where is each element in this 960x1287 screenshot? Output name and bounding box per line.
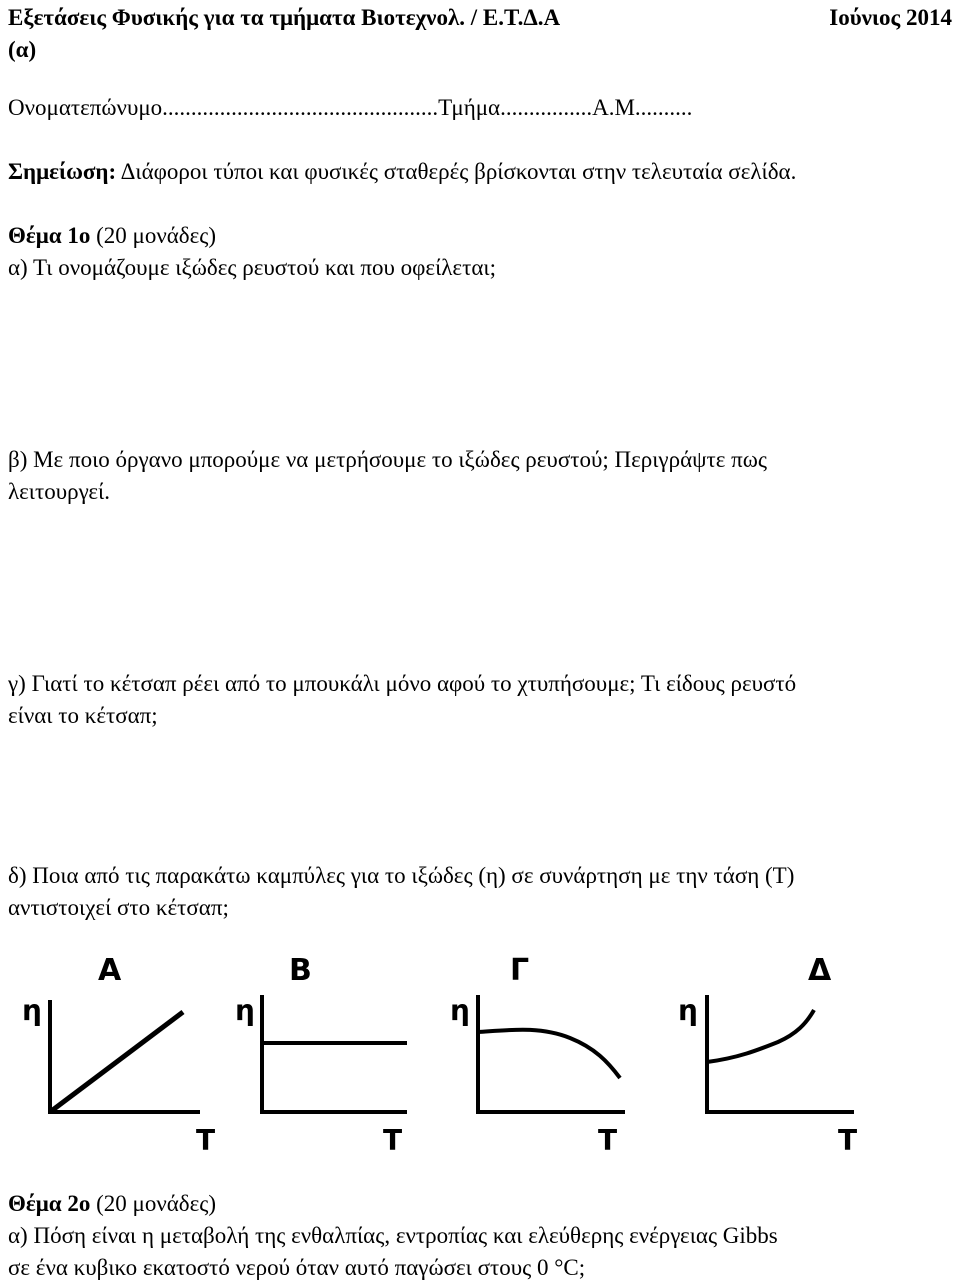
graph-a (0, 950, 220, 1160)
graph-d (668, 950, 868, 1160)
topic1-question-d-line2: αντιστοιχεί στο κέτσαπ; (8, 895, 229, 920)
graph-c-curve (478, 1030, 620, 1078)
topic1-heading (8, 222, 216, 250)
graph-d-label: Δ (808, 953, 832, 988)
name-label: Ονοματεπώνυμο (8, 95, 163, 120)
dept-label: Τμήμα (438, 95, 501, 120)
topic2-points: (20 μονάδες) (90, 1191, 217, 1216)
graph-a-x-axis-label: Τ (196, 1124, 216, 1157)
graph-b (225, 950, 425, 1160)
topic2-title: Θέμα 2ο (8, 1191, 91, 1216)
note (8, 158, 796, 186)
graph-b-y-axis-label: η (235, 994, 255, 1027)
graph-b-x-axis-label: Τ (383, 1124, 403, 1157)
topic1-question-c-line2: είναι το κέτσαπ; (8, 703, 158, 728)
graph-d-y-axis-label: η (678, 994, 698, 1027)
topic1-question-c-line1: γ) Γιατί το κέτσαπ ρέει από το μπουκάλι μόνο αφού το χτυπήσουμε; Τι είδους ρευστό (8, 671, 797, 696)
dept-field[interactable]: ................ (500, 95, 593, 120)
exam-date: Ιούνιος 2014 (829, 5, 952, 30)
graph-a-y-axis-label: η (22, 994, 42, 1027)
graph-a-curve (50, 1012, 183, 1112)
topic1-question-b-line1: β) Με ποιο όργανο μπορούμε να μετρήσουμε το ιξώδες ρευστού; Περιγράψτε πως (8, 447, 768, 472)
graph-c (440, 950, 640, 1160)
id-field[interactable]: ......... (640, 95, 693, 120)
graph-a-label: Α (98, 953, 122, 988)
graph-b-label: Β (289, 953, 312, 988)
graph-d-x-axis-label: Τ (838, 1124, 858, 1157)
topic1-question-d-line1: δ) Ποια από τις παρακάτω καμπύλες για το ιξώδες (η) σε συνάρτηση με την τάση (Τ) (8, 863, 795, 888)
topic2-question-a-line2: σε ένα κυβικο εκατοστό νερού όταν αυτό παγώσει στους 0 °C; (8, 1255, 586, 1280)
student-info-line (8, 94, 692, 122)
topic1-question-b-line2: λειτουργεί. (8, 479, 110, 504)
note-text: Διάφοροι τύποι και φυσικές σταθερές βρίσκονται στην τελευταία σελίδα. (116, 159, 797, 184)
topic2-heading (8, 1190, 216, 1218)
topic1-title: Θέμα 1ο (8, 223, 91, 248)
topic2-question-a-line1: α) Πόση είναι η μεταβολή της ενθαλπίας, εντροπίας και ελεύθερης ενέργειας Gibbs (8, 1223, 778, 1248)
exam-title: Εξετάσεις Φυσικής για τα τμήματα Βιοτεχνολ. / Ε.Τ.Δ.Α (8, 5, 561, 30)
topic1-question-a: α) Τι ονομάζουμε ιξώδες ρευστού και που οφείλεται; (8, 255, 496, 280)
exam-variant: (α) (8, 37, 37, 62)
topic1-points: (20 μονάδες) (90, 223, 217, 248)
id-label: Α.Μ. (592, 95, 641, 120)
graph-c-x-axis-label: Τ (598, 1124, 618, 1157)
graph-d-curve (707, 1010, 814, 1062)
note-label: Σημείωση: (8, 159, 117, 184)
graph-c-label: Γ (510, 953, 530, 988)
graph-c-y-axis-label: η (450, 994, 470, 1027)
name-field[interactable]: ................................................ (162, 95, 439, 120)
